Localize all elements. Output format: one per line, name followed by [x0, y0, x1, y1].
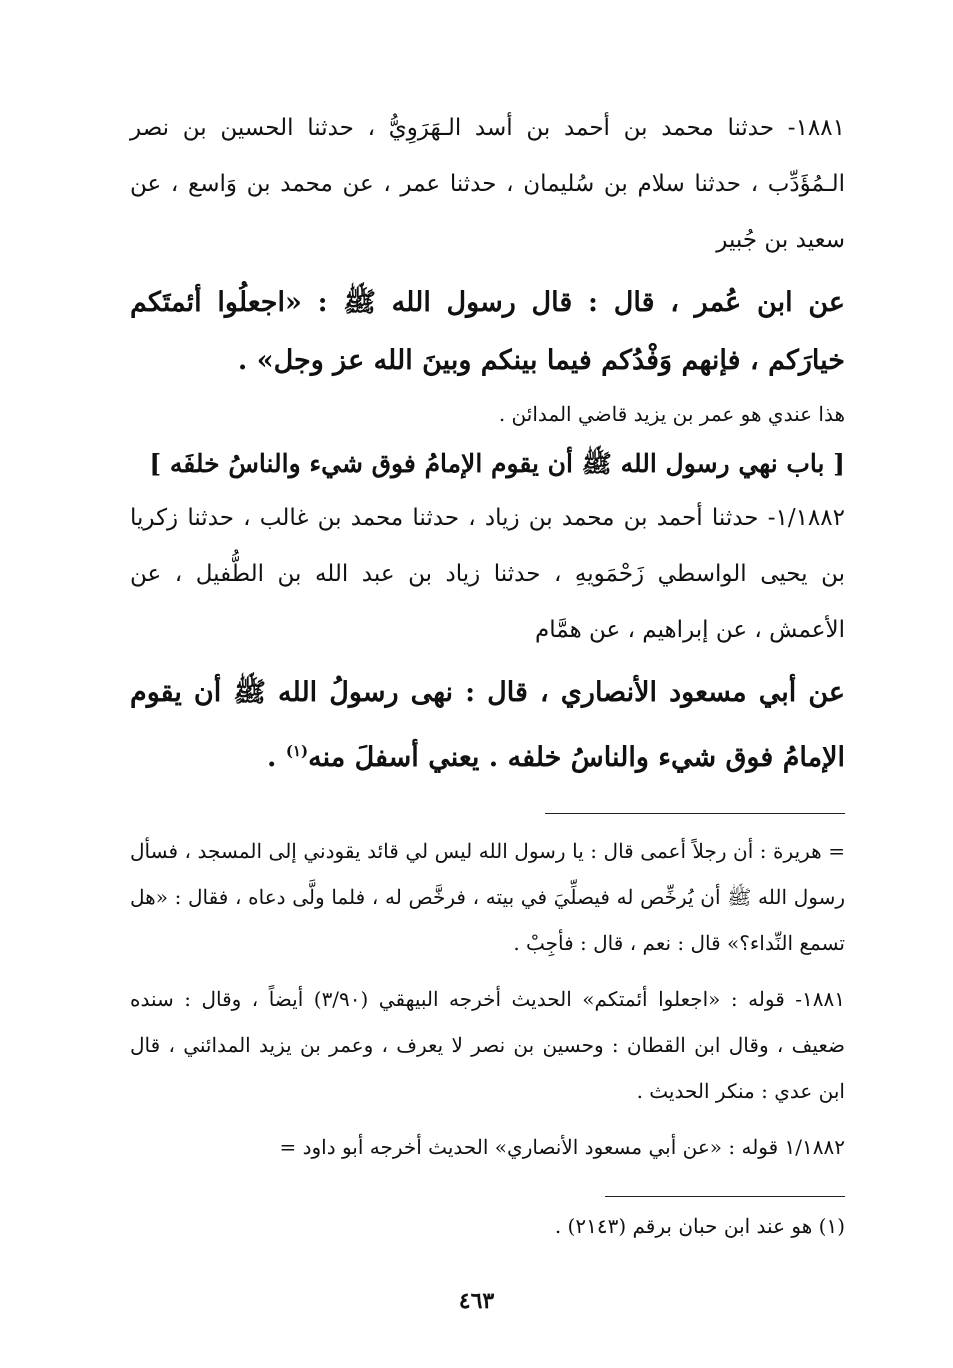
footnote-separator [545, 813, 845, 814]
hadith-1882-matn-end: . [267, 742, 286, 773]
footnote-marker[interactable]: (١) [285, 742, 309, 760]
hadith-1881-note: هذا عندي هو عمر بن يزيد قاضي المدائن . [498, 402, 845, 426]
footnote-continued: = هريرة : أن رجلاً أعمى قال : يا رسول الله ليس لي قائد يقودني إلى المسجد ، فسأل رسول الله ﷺ أن يُرخِّص له فيصلِّيَ في بيته ، فرخَّص له ، فلما ولَّى دعاه ، فقال : «هل تسمع النِّداء؟» قال : نعم ، قال : فأجِبْ . [130, 839, 845, 955]
hadith-1882-matn [130, 664, 845, 787]
numbered-footnote: (١) هو عند ابن حبان برقم (٢١٤٣) . [554, 1214, 845, 1238]
hadith-1881-matn: عن ابن عُمر ، قال : قال رسول الله ﷺ : «اجعلُوا أئمتَكم خيارَكم ، فإنهم وَفْدُكم فيما بينكم وبينَ الله عز وجل» . [130, 287, 845, 376]
hadith-1882-matn-text: عن أبي مسعود الأنصاري ، قال : نهى رسولُ الله ﷺ أن يقوم الإمامُ فوق شيء والناسُ خلفه . يعني أسفلَ منه [130, 677, 845, 773]
footnote-1881: ١٨٨١- قوله : «اجعلوا أئمتكم» الحديث أخرجه البيهقي (٣/٩٠) أيضاً ، وقال : سنده ضعيف ، وقال ابن القطان : وحسين بن نصر لا يعرف ، وعمر بن يزيد المدائني ، قال ابن عدي : منكر الحديث . [130, 987, 845, 1103]
hadith-1881-isnad: ١٨٨١- حدثنا محمد بن أحمد بن أسد الـهَرَوِيُّ ، حدثنا الحسين بن نصر الـمُؤَدِّب ، حدثنا سلام بن سُليمان ، حدثنا عمر ، عن محمد بن وَاسع ، عن سعيد بن جُبير [130, 115, 845, 253]
chapter-heading: [ باب نهي رسول الله ﷺ أن يقوم الإمامُ فوق شيء والناسُ خلفَه ] [149, 449, 845, 478]
hadith-1882-isnad: ١/١٨٨٢- حدثنا أحمد بن محمد بن زياد ، حدثنا محمد بن غالب ، حدثنا زكريا بن يحيى الواسطي زَحْمَويهِ ، حدثنا زياد بن عبد الله بن الطُّفيل ، عن الأعمش ، عن إبراهيم ، عن همَّام [130, 505, 845, 643]
page-number: ٤٦٣ [458, 1288, 495, 1314]
numbered-footnote-separator [605, 1196, 845, 1197]
page-body [130, 100, 845, 1249]
footnote-1882: ١/١٨٨٢ قوله : «عن أبي مسعود الأنصاري» الحديث أخرجه أبو داود = [279, 1135, 845, 1159]
